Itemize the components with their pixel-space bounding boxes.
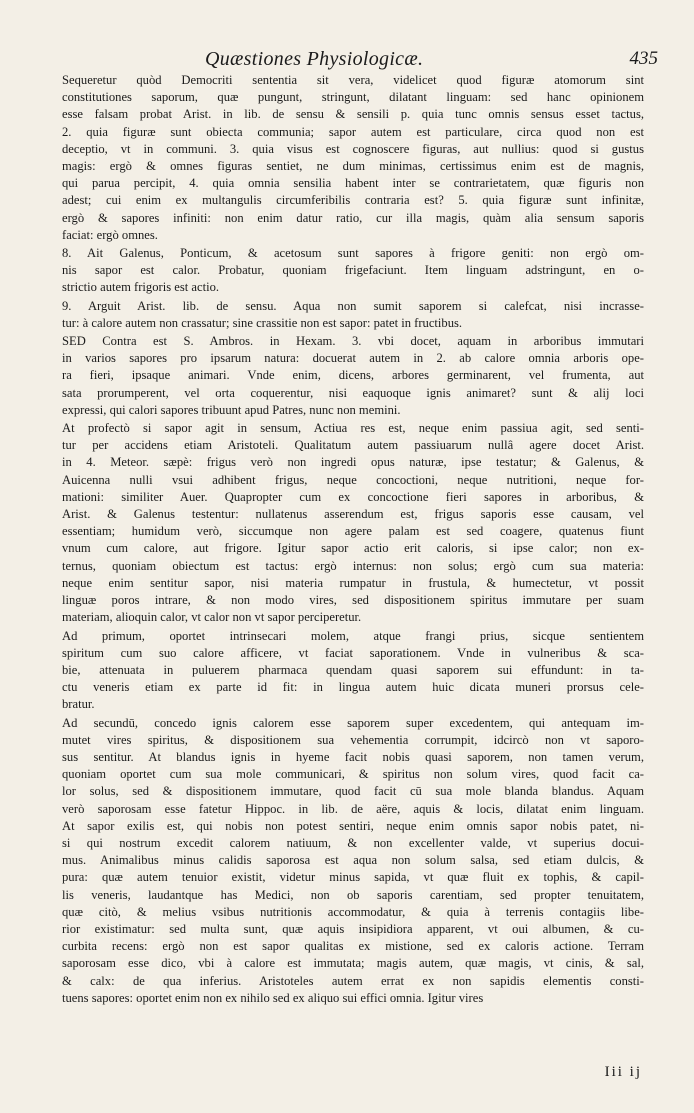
paragraph [52,628,644,714]
text-line: bratur. [62,697,95,712]
text-line: 8. Ait Galenus, Ponticum, & acetosum sunt sapores à frigore geniti: non ergò om- [62,246,644,261]
text-line: magis: ergò & omnes figuras sentiet, ne dum minimas, certissimus enim est de magnis, [62,159,644,174]
text-line: adest; cui enim ex multangulis circumferibilis contraria est? 5. quia figuræ sunt infinitæ, [62,193,644,208]
text-line: constitutiones saporum, quæ pungunt, stringunt, dilatant linguam: sed hanc opinionem [62,90,644,105]
text-line: verò saporosam esse fatetur Hippoc. in lib. de aëre, aquis & locis, dilatat enim linguam. [62,801,644,816]
text-line: & calx: de qua inferius. Aristoteles autem errat ex non sapidis elementis consti- [62,973,644,988]
text-line: linguæ poros intrare, & non modo vires, sed dispositionem spiritus immutare per suam [62,593,644,608]
text-line: spiritum cum suo calore afficere, vt faciat saporationem. Vnde in vulneribus & sca- [62,645,644,660]
signature-mark: Iii ij [604,1064,642,1080]
text-line: vnum cum calore, aut frigore. Igitur sapor actio erit caloris, si ipse calor; non ex- [62,541,644,556]
text-line: lis veneris, laudantque has Medici, non ob saporis carentiam, sed propter tenuitatem, [62,887,644,902]
text-line: mus. Animalibus minus calidis saporosa est aqua non solum salsa, sed etiam dulcis, & [62,853,644,868]
text-line: faciat: ergò omnes. [62,227,158,242]
text-line: Auicenna nulli vsui adhibent frigus, neque concoctioni, neque nutritioni, neque for- [62,472,644,487]
text-line: bie, attenuata in puluerem pharmaca quendam quasi saporem sui effundunt: in ta- [62,662,644,677]
text-line: materiam, alioquin calor, vt calor non vt sapor perciperetur. [62,610,362,625]
text-line: in varios sapores pro ipsarum natura: docuerat autem in 2. ab calore omnia arboris ope- [62,351,644,366]
paragraph [52,715,644,1007]
page-header [0,46,658,74]
text-line: lor solus, sed & dispositionem immutare, quod facit cū sua mole blanda blandus. Aquam [62,784,644,799]
text-line: tur per accidens etiam Aristoteli. Qualitatum autem passiuarum nullâ agere docet Arist. [62,438,644,453]
text-line: SED Contra est S. Ambros. in Hexam. 3. vbi docet, aquam in arboribus immutari [62,334,644,349]
text-line: expressi, qui calori sapores tribuunt apud Patres, nunc non memini. [62,402,401,417]
text-line: 2. quia figuræ sunt obiecta communia; sapor autem est particulare, circa quod non est [62,124,644,139]
text-line: Ad secundū, concedo ignis calorem esse saporem super excedentem, qui antequam im- [62,715,644,730]
text-line: 9. Arguit Arist. lib. de sensu. Aqua non sumit saporem si calefcat, nisi incrasse- [62,298,644,313]
text-line: At sapor exilis est, qui nobis non potest sentiri, neque enim omnis sapor nobis patet, ni- [62,818,644,833]
text-line: si qui nostrum excedit calorem natiuum, & non excellenter valde, vt superius docui- [62,835,644,850]
running-title: Quæstiones Physiologicæ. [205,48,424,70]
text-line: tuens sapores: oportet enim non ex nihilo sed ex aliquo sui effici omnia. Igitur vires [62,990,484,1005]
page-number: 435 [629,48,658,69]
text-line: quoniam oportet cum sua mole communicari, & spiritus non solum vires, quod facit ca- [62,767,644,782]
paragraph [52,420,644,626]
text-line: ternus, quoniam obiectum est tactus: ergò internus: non solus; ergò cum sua materia: [62,558,644,573]
text-line: At profectò si sapor agit in sensum, Actiua res est, neque enim passiua agit, sed senti- [62,421,644,436]
text-line: mutet vires spiritus, & dispositionem sua vehementia corrumpit, idcircò non vt saporo- [62,732,644,747]
text-line: strictio autem frigoris est actio. [62,280,220,295]
text-line: esse falsam probat Arist. in lib. de sensu & sensili p. quia tunc omnis sensus esset tactus, [62,107,644,122]
paragraph [52,333,644,419]
text-line: Sequeretur quòd Democriti sententia sit vera, videlicet quod figuræ atomorum sint [62,73,644,87]
text-line: Ad primum, oportet intrinsecari molem, atque frangi prius, sicque sentientem [62,628,644,643]
text-line: pura: quæ autem tenuior existit, videtur minus sapida, vt quæ fluit ex tophis, & capil- [62,870,644,885]
text-line: ergò & sapores infiniti: non enim datur ratio, cur illa magis, quàm alia sensum saporis [62,210,644,225]
paragraph [52,298,644,332]
paragraph [52,245,644,297]
text-line: in 4. Meteor. sæpè: frigus verò non ingredi opus naturæ, ipse testatur; & Galenus, & [62,455,644,470]
text-line: deceptio, vt in communi. 3. quia visus est cognoscere figuras, aut nullius: quod si gustus [62,141,644,156]
text-line: sus sentitur. At blandus ignis in hyeme facit nobis quasi saporem, non tamen verum, [62,749,644,764]
text-line: nis sapor est calor. Probatur, quoniam frigefaciunt. Item linguam adstringunt, en o- [62,263,644,278]
text-line: ctu veneris etiam ex parte id fit: in lingua autem huic dicata muneri prorsus cele- [62,680,644,695]
text-line: saporosam esse dico, vbi à calore est immutata; magis autem, quæ magis, vt cinis, & sal, [62,956,644,971]
text-line: tur: à calore autem non crassatur; sine crassitie non est sapor: patet in fructibus. [62,315,463,330]
paragraph [52,72,644,244]
text-line: neque enim sentitur sapor, nisi materia rumpatur in frustula, & humectetur, vt possit [62,575,644,590]
text-line: essentiam; humidum verò, siccumque non agere palam est sed coagere, quatenus fiunt [62,524,644,539]
text-line: ra fieri, ipsaque animari. Vnde enim, dicens, arbores germinarent, vel frumenta, aut [62,368,644,383]
text-line: qui parua percipit, 4. quia omnia sensilia habent inter se contrarietatem, quæ figuris non [62,176,644,191]
text-line: Arist. & Galenus testentur: nullatenus asserendum est, frigus saporis esse causam, vel [62,507,644,522]
text-line: quæ citò, & melius vsibus nutritionis accommodatur, & quia à terrenis contagiis libe- [62,904,644,919]
text-line: curbita recens: ergò non est sapor qualitas ex mistione, sed ex caloris actione. Terram [62,939,644,954]
text-line: rior existimatur: sed multa sunt, quæ aquis insipidiora apparent, vt oui albumen, & cu- [62,921,644,936]
text-line: sata prorumperent, vel orta coquerentur, nisi eaquoque ignis animaret? sunt & alij loci [62,385,644,400]
body-text [52,72,644,1007]
text-line: mationi: similiter Auer. Quapropter cum ex concoctione fieri sapores in arboribus, & [62,489,644,504]
